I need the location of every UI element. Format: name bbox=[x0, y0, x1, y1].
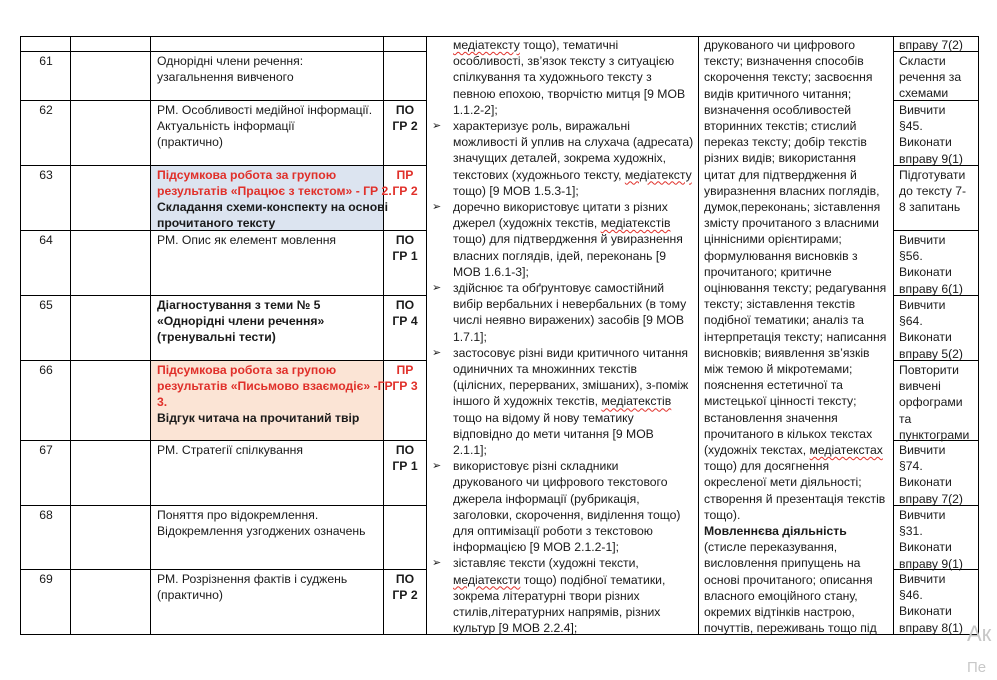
outcome-line: для оптимізації роботи з текстовою bbox=[453, 524, 653, 538]
outcome-line: джерел (художніх текстів, медіатекстів bbox=[453, 216, 671, 231]
row-line bbox=[20, 165, 426, 166]
homework-line: Виконати bbox=[899, 540, 952, 555]
outcome-line: значущих деталей, зокрема художніх, bbox=[453, 151, 667, 166]
homework-line: вправу 6(1) bbox=[899, 281, 963, 296]
outcome-line: доречно використовує цитати з різних bbox=[453, 200, 668, 214]
row-line bbox=[20, 505, 426, 506]
content-line: встановлення значення bbox=[704, 410, 838, 425]
row-number: 61 bbox=[39, 54, 53, 68]
homework-line: Виконати bbox=[899, 135, 952, 150]
content-line: між темою й мікротемами; bbox=[704, 362, 853, 376]
content-line: видів критичного читання; bbox=[704, 86, 852, 101]
lesson-group: ГР 2 bbox=[392, 119, 418, 133]
homework-line: вивчені bbox=[899, 379, 941, 394]
homework-line: §56. bbox=[899, 249, 923, 264]
topic-line: узагальнення вивченого bbox=[157, 70, 294, 84]
arrow-bullet-icon: ➢ bbox=[432, 346, 442, 359]
row-number: 66 bbox=[39, 363, 53, 377]
col-line bbox=[70, 36, 71, 635]
topic-line: РМ. Стратегії спілкування bbox=[157, 443, 303, 457]
topic-line: РМ. Опис як елемент мовлення bbox=[157, 233, 337, 247]
outcome-line: (цілісних, перерваних, змішаних), з-поміж bbox=[453, 378, 689, 393]
topic-line: РМ. Особливості медійної інформації. bbox=[157, 103, 373, 117]
content-line: скорочення тексту; засвоєння bbox=[704, 70, 873, 85]
arrow-bullet-icon: ➢ bbox=[432, 120, 442, 132]
homework-line: Вивчити bbox=[899, 298, 946, 312]
activation-watermark: Ак bbox=[967, 621, 992, 646]
outcome-line: зокрема літературні твори різних bbox=[453, 588, 640, 603]
topic-line: Актуальність інформації bbox=[157, 119, 295, 133]
content-line: вторинних текстів; стислий bbox=[704, 119, 857, 133]
content-line: пояснення естетичної та bbox=[704, 378, 843, 393]
content-line: тощо). bbox=[704, 507, 741, 522]
content-line: друкованого чи цифрового bbox=[704, 38, 856, 52]
outcome-line: характеризує роль, виражальні bbox=[453, 119, 630, 133]
topic-line: Відокремлення узгоджених означень bbox=[157, 524, 366, 538]
homework-line: Повторити bbox=[899, 363, 959, 377]
homework-line: вправу 9(1) bbox=[899, 151, 963, 166]
outcome-line: здійснює та обґрунтовує самостійний bbox=[453, 281, 665, 295]
lesson-group: ГР 3 bbox=[392, 379, 418, 393]
topic-line: Однорідні члени речення: bbox=[157, 54, 304, 68]
lesson-form: ПО bbox=[395, 572, 415, 586]
homework-line: вправу 8(1) bbox=[899, 620, 963, 635]
col-line bbox=[698, 36, 699, 635]
row-number: 68 bbox=[39, 508, 53, 522]
content-line: оцінювання тексту; редагування bbox=[704, 281, 887, 295]
row-line bbox=[20, 51, 426, 52]
content-line: тощо) для досягнення bbox=[704, 459, 830, 474]
topic-line: прочитаного тексту bbox=[157, 216, 276, 230]
outcome-line: застосовує різні види критичного читання bbox=[453, 345, 689, 360]
outcome-line: іншого й художніх текстів, медіатекстів bbox=[453, 394, 672, 409]
content-line: окресленої мети діяльності; bbox=[704, 475, 862, 490]
row-number: 63 bbox=[39, 168, 53, 182]
topic-line: результатів «Письмово взаємодіє» -ГР bbox=[157, 379, 393, 393]
homework-line: пунктограми bbox=[899, 427, 970, 442]
outcome-line: інформацією [9 МОВ 2.1.2-1]; bbox=[453, 540, 620, 555]
lesson-form: ПО bbox=[395, 233, 415, 247]
row-line bbox=[20, 100, 426, 101]
outcome-line: заголовки, скорочення, виділення тощо) bbox=[453, 507, 681, 522]
homework-line: Вивчити bbox=[899, 443, 946, 457]
content-line: висловлення припущень на bbox=[704, 556, 861, 571]
homework-line: речення за bbox=[899, 70, 962, 85]
content-line: різних видів; використання bbox=[704, 151, 856, 166]
outcome-line: культур [9 МОВ 2.2.4]; bbox=[453, 621, 578, 636]
content-line: увиразнення власних поглядів, bbox=[704, 183, 880, 198]
topic-line: Складання схеми-конспекту на основі bbox=[157, 200, 389, 214]
topic-line: (практично) bbox=[157, 135, 223, 149]
homework-line: 8 запитань bbox=[899, 200, 961, 215]
outcome-line: особливості, зв’язок тексту з ситуацією bbox=[453, 54, 675, 69]
homework-line: Виконати bbox=[899, 475, 952, 490]
homework-line: та bbox=[899, 411, 912, 426]
topic-line: Поняття про відокремлення. bbox=[157, 508, 319, 522]
homework-line: Вивчити bbox=[899, 233, 946, 247]
outcome-line: можливості й уплив на слухача (адресата) bbox=[453, 135, 694, 150]
row-number: 64 bbox=[39, 233, 53, 247]
outcome-line: одиничних та множинних текстів bbox=[453, 362, 637, 376]
homework-line: схемами bbox=[899, 86, 949, 101]
content-line: висновків; виявлення зв’язків bbox=[704, 345, 870, 360]
homework-line: Підготувати bbox=[899, 168, 966, 182]
homework-line: §31. bbox=[899, 524, 923, 539]
topic-line: «Однорідні члени речення» bbox=[157, 314, 325, 328]
content-line: прочитаного; критичне bbox=[704, 264, 832, 279]
homework-line: вправу 7(2) bbox=[899, 38, 963, 52]
lesson-form: ПО bbox=[395, 298, 415, 312]
homework-line: §64. bbox=[899, 314, 923, 329]
outcome-line: відповідно до мети читання [9 МОВ bbox=[453, 426, 654, 441]
homework-line: вправу 7(2) bbox=[899, 491, 963, 506]
row-line bbox=[20, 440, 426, 441]
outcome-line: стилів,літературних напрямів, різних bbox=[453, 605, 661, 619]
topic-line: РМ. Розрізнення фактів і суджень bbox=[157, 572, 348, 586]
homework-line: §45. bbox=[899, 119, 923, 134]
lesson-group: ГР 2 bbox=[392, 184, 418, 198]
outcome-line: тощо на відому й нову тематику bbox=[453, 410, 634, 425]
col-line bbox=[150, 36, 151, 635]
homework-line: §74. bbox=[899, 459, 923, 474]
activation-watermark-sub: Пе bbox=[967, 659, 987, 676]
outcome-line: джерела інформації (рубрикація, bbox=[453, 491, 640, 506]
topic-line: 3. bbox=[157, 395, 168, 409]
outcome-line: власних поглядів, ідей, переконань [9 bbox=[453, 248, 667, 263]
arrow-bullet-icon: ➢ bbox=[432, 557, 442, 570]
homework-line: до тексту 7- bbox=[899, 184, 967, 199]
row-number: 67 bbox=[39, 443, 53, 457]
row-number: 65 bbox=[39, 298, 53, 312]
content-line: прочитаного в кількох текстах bbox=[704, 426, 873, 441]
row-number: 69 bbox=[39, 572, 53, 586]
lesson-form: ПР bbox=[396, 363, 414, 377]
content-line: почуттів, переживань тощо під bbox=[704, 621, 877, 636]
content-line: основі прочитаного; описання bbox=[704, 572, 873, 587]
row-number: 62 bbox=[39, 103, 53, 117]
arrow-bullet-icon: ➢ bbox=[432, 282, 442, 294]
outcome-line: друкованого чи цифрового текстового bbox=[453, 475, 668, 490]
content-line: (стисле переказування, bbox=[704, 540, 838, 555]
homework-line: §46. bbox=[899, 588, 923, 603]
outcome-line: медіатексту тощо), тематичні bbox=[453, 38, 619, 52]
topic-line: Підсумкова робота за групою bbox=[157, 363, 337, 377]
outcome-line: текстових (художнього тексту, медіатексту bbox=[453, 167, 692, 182]
content-line: подібної тематики; аналіз та bbox=[704, 313, 864, 328]
content-line: створення й презентація текстів bbox=[704, 491, 886, 506]
homework-line: Виконати bbox=[899, 604, 952, 619]
arrow-bullet-icon: ➢ bbox=[432, 201, 442, 213]
row-line bbox=[893, 230, 978, 231]
outcome-line: МОВ 1.6.1-3]; bbox=[453, 264, 529, 279]
homework-line: Скласти bbox=[899, 54, 946, 68]
outcome-line: 1.7.1]; bbox=[453, 329, 487, 344]
col-line bbox=[893, 36, 894, 635]
homework-line: вправу 9(1) bbox=[899, 556, 963, 571]
col-line bbox=[978, 36, 979, 635]
homework-line: Вивчити bbox=[899, 508, 946, 522]
homework-line: орфограми bbox=[899, 395, 963, 410]
lesson-group: ГР 4 bbox=[392, 314, 418, 328]
lesson-group: ГР 1 bbox=[392, 249, 418, 263]
outcome-line: спілкування та художнього тексту з bbox=[453, 70, 652, 85]
content-line: формулювання висновків з bbox=[704, 248, 858, 263]
topic-line: результатів «Працює з текстом» - ГР 2. bbox=[157, 184, 392, 198]
outcome-line: 1.1.2-2]; bbox=[453, 102, 498, 117]
outcome-line: вибір вербальних і невербальних (в тому bbox=[453, 297, 687, 312]
content-line: тексту; визначення способів bbox=[704, 54, 864, 69]
outcome-line: певною епохою, творчістю митця [9 МОВ bbox=[453, 86, 686, 101]
content-line: визначення особливостей bbox=[704, 102, 852, 117]
homework-line: Виконати bbox=[899, 330, 952, 345]
content-line: змісту прочитаного з власними bbox=[704, 216, 879, 231]
row-line bbox=[20, 360, 426, 361]
content-line: тексту; зіставлення текстів bbox=[704, 297, 856, 312]
topic-line: (тренувальні тести) bbox=[157, 330, 276, 344]
col-line bbox=[20, 36, 21, 635]
row-line bbox=[20, 569, 426, 570]
content-line: ціннісними орієнтирами; bbox=[704, 232, 842, 247]
content-line: мистецької цінності тексту; bbox=[704, 394, 857, 409]
content-line: думок,переконань; зіставлення bbox=[704, 200, 881, 214]
content-line: інтерпретація тексту; написання bbox=[704, 329, 887, 344]
arrow-bullet-icon: ➢ bbox=[432, 460, 442, 473]
outcome-line: використовує різні складники bbox=[453, 459, 619, 474]
homework-line: Виконати bbox=[899, 265, 952, 280]
outcome-line: числі неявно виражених) засобів [9 МОВ bbox=[453, 313, 685, 328]
lesson-form: ПР bbox=[396, 168, 414, 182]
lesson-group: ГР 1 bbox=[392, 459, 418, 473]
outcome-line: зіставляє тексти (художні тексти, bbox=[453, 556, 639, 571]
content-line: власного емоційного стану, bbox=[704, 588, 858, 603]
homework-line: Вивчити bbox=[899, 572, 946, 586]
topic-line: Відгук читача на прочитаний твір bbox=[157, 411, 360, 425]
content-line: переказ тексту; добір текстів bbox=[704, 135, 867, 150]
col-line bbox=[426, 36, 427, 635]
content-subheading: Мовленнєва діяльність bbox=[704, 524, 847, 538]
content-line: (художніх текстах, медіатекстах bbox=[704, 443, 883, 457]
lesson-form: ПО bbox=[395, 443, 415, 457]
lesson-group: ГР 2 bbox=[392, 588, 418, 602]
outcome-line: 2.1.1]; bbox=[453, 443, 487, 457]
topic-line: (практично) bbox=[157, 588, 223, 602]
content-line: окремих відтінків настрою, bbox=[704, 605, 855, 619]
lesson-form: ПО bbox=[395, 103, 415, 117]
row-line bbox=[20, 295, 426, 296]
homework-line: вправу 5(2) bbox=[899, 346, 963, 361]
topic-line: Діагностування з теми № 5 bbox=[157, 298, 321, 312]
outcome-line: медіатексти тощо) подібної тематики, bbox=[453, 572, 666, 587]
outcome-line: тощо) [9 МОВ 1.5.3-1]; bbox=[453, 183, 579, 198]
homework-line: Вивчити bbox=[899, 103, 946, 117]
outcome-line: тощо) для підтвердження й увиразнення bbox=[453, 232, 683, 247]
content-line: цитат для підтвердження й bbox=[704, 167, 857, 182]
topic-line: Підсумкова робота за групою bbox=[157, 168, 337, 182]
